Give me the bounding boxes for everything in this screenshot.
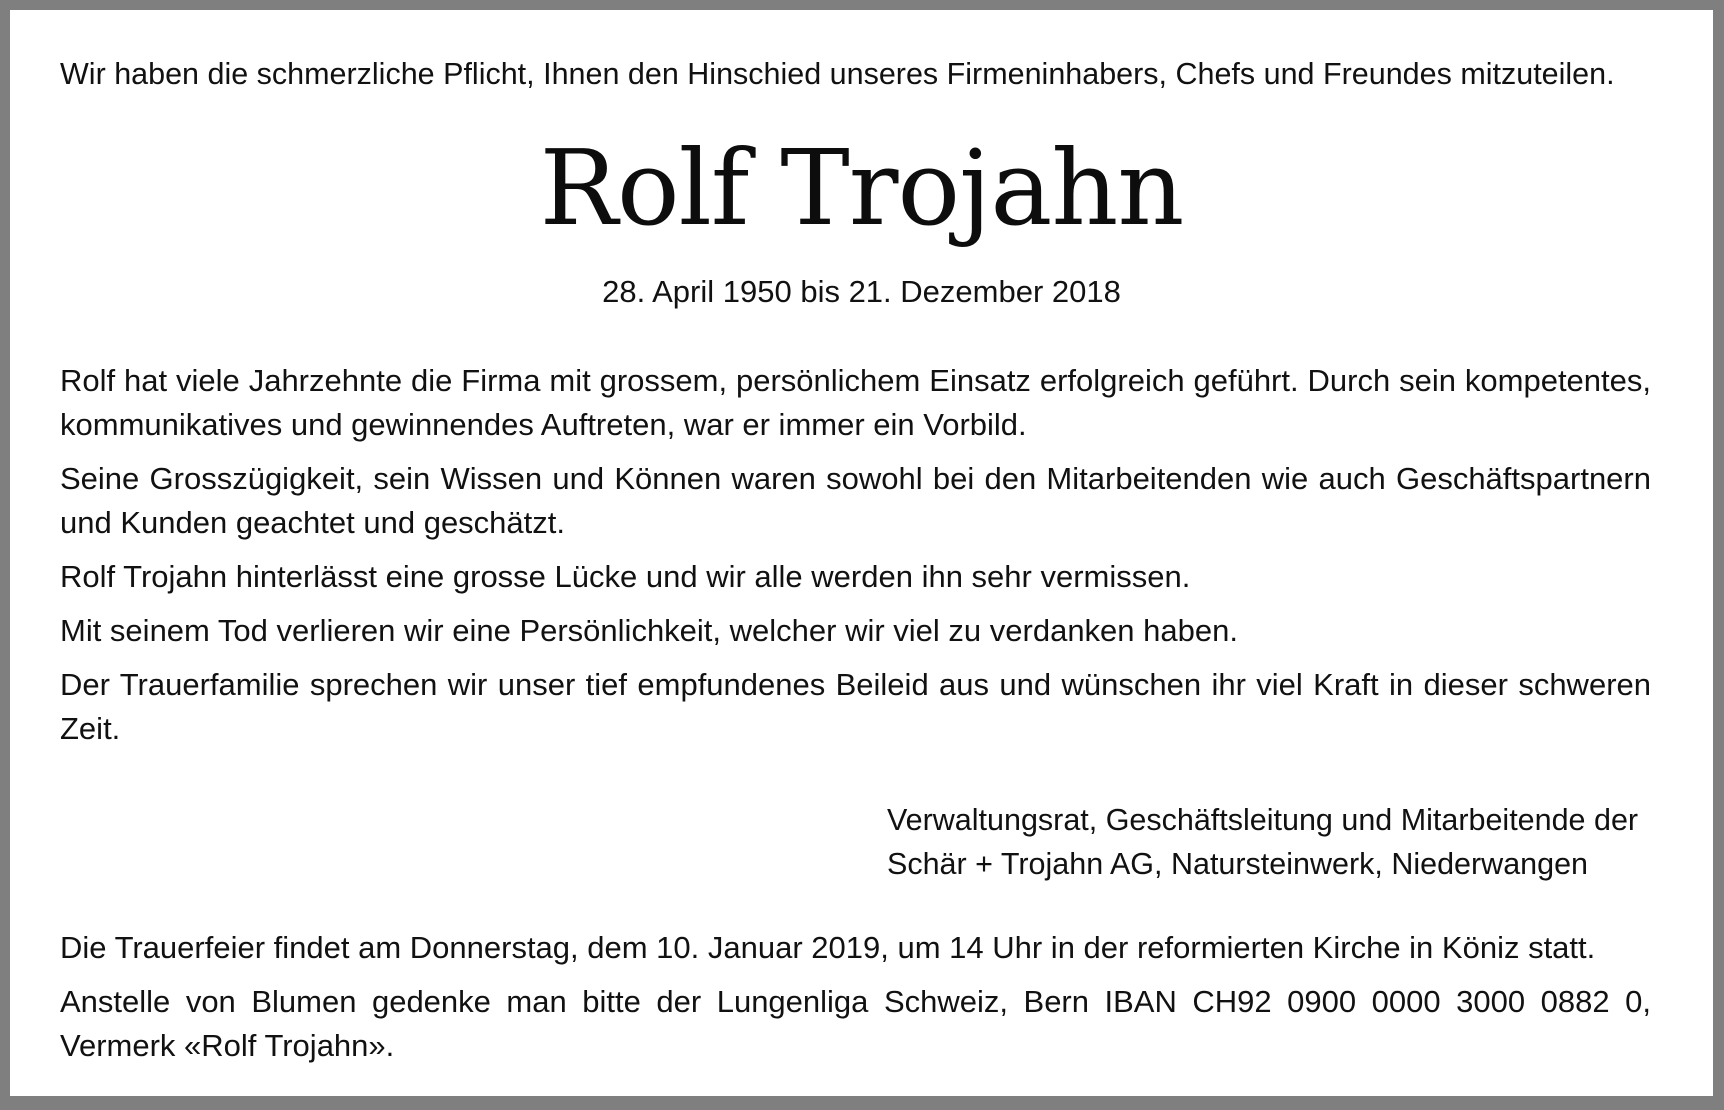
obituary-card [10,10,1713,1096]
signature-block [887,798,1638,886]
signature-line: Verwaltungsrat, Geschäftsleitung und Mitarbeitende der [887,803,1639,837]
donation-notice: Anstelle von Blumen gedenke man bitte der Lungenliga Schweiz, Bern IBAN CH92 0900 0000 3000 0882 0, Vermerk «Rolf Trojahn». [60,984,1651,1063]
paragraph: Der Trauerfamilie sprechen wir unser tief empfundenes Beileid aus und wünschen ihr viel Kraft in dieser schweren Zeit. [60,667,1651,746]
paragraph: Seine Grosszügigkeit, sein Wissen und Können waren sowohl bei den Mitarbeitenden wie auch Geschäftspartnern und Kunden geachtet und geschätzt. [60,461,1651,540]
footer-block [60,926,1651,1078]
paragraph: Rolf Trojahn hinterlässt eine grosse Lücke und wir alle werden ihn sehr vermissen. [60,559,1191,594]
paragraph: Rolf hat viele Jahrzehnte die Firma mit grossem, persönlichem Einsatz erfolgreich geführt. Durch sein kompetentes, kommunikatives und gewinnendes Auftreten, war er immer ein Vorbild. [60,363,1651,442]
signature-line: Schär + Trojahn AG, Natursteinwerk, Niederwangen [887,847,1589,881]
life-dates: 28. April 1950 bis 21. Dezember 2018 [602,274,1121,309]
ceremony-notice: Die Trauerfeier findet am Donnerstag, dem 10. Januar 2019, um 14 Uhr in der reformierten Kirche in Köniz statt. [60,930,1596,965]
obituary-body [60,359,1651,761]
deceased-name: Rolf Trojahn [539,127,1184,249]
paragraph: Mit seinem Tod verlieren wir eine Persönlichkeit, welcher wir viel zu verdanken haben. [60,613,1238,648]
intro-text: Wir haben die schmerzliche Pflicht, Ihnen den Hinschied unseres Firmeninhabers, Chefs und Freundes mitzuteilen. [60,57,1615,91]
